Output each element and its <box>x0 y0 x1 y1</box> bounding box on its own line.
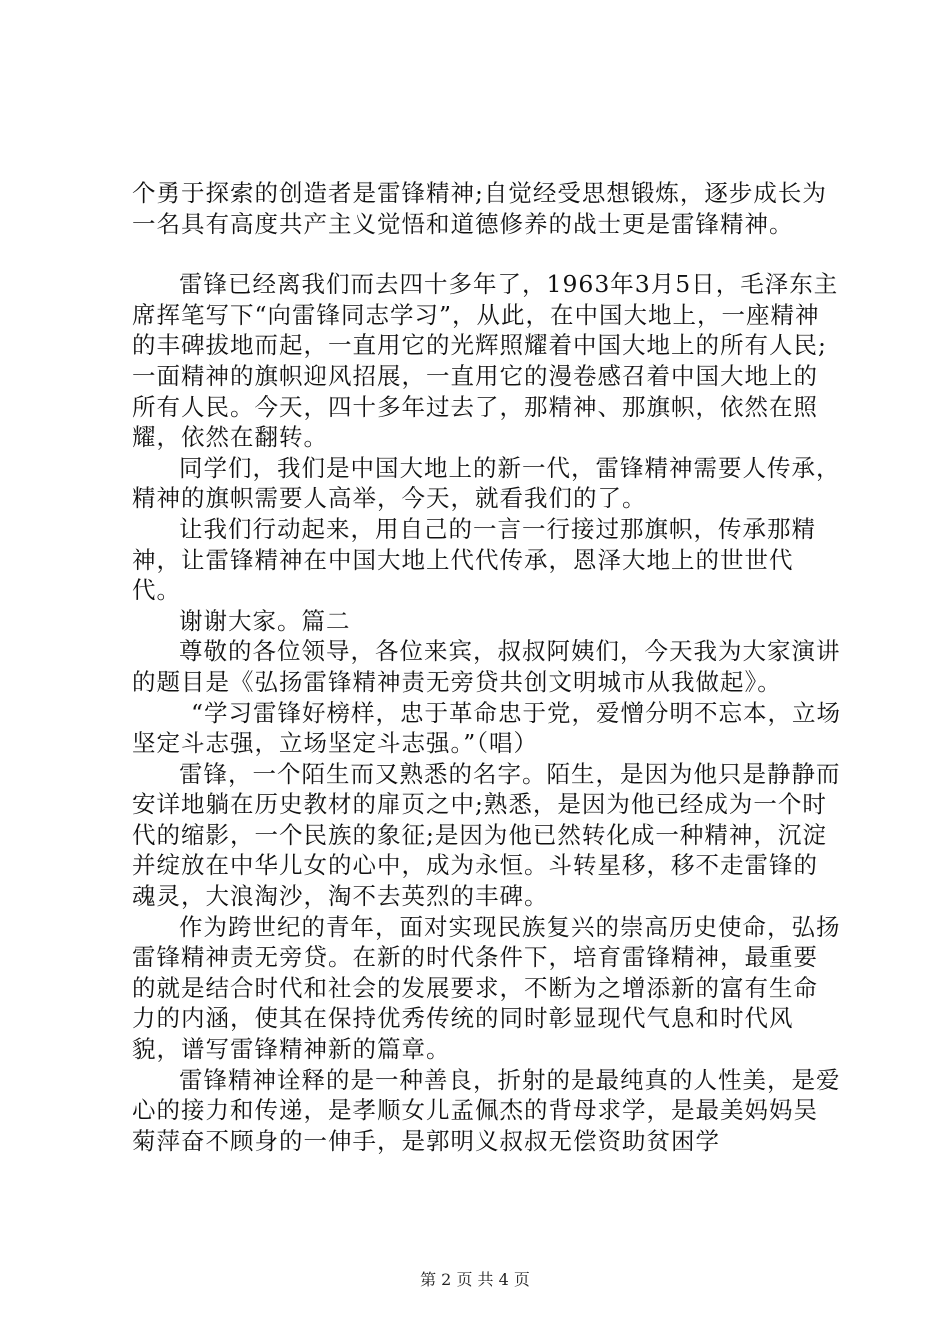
page-footer: 第 2 页 共 4 页 <box>420 1270 530 1289</box>
paragraph-7: “学习雷锋好榜样，忠于革命忠于党，爱憎分明不忘本，立场坚定斗志强，立场坚定斗志强。”（唱） <box>132 698 842 758</box>
paragraph-1: 个勇于探索的创造者是雷锋精神;自觉经受思想锻炼，逐步成长为一名具有高度共产主义觉悟和道德修养的战士更是雷锋精神。 <box>132 179 827 238</box>
paragraph-2: 雷锋已经离我们而去四十多年了，1963年3月5日，毛泽东主席挥笔写下“向雷锋同志学习”，从此，在中国大地上，一座精神的丰碑拔地而起，一直用它的光辉照耀着中国大地上的所有人民;一面精神的旗帜迎风招展，一直用它的漫卷感召着中国大地上的所有人民。今天，四十多年过去了，那精神、那旗帜，依然在照耀，依然在翻转。 <box>132 270 839 452</box>
paragraph-9: 作为跨世纪的青年，面对实现民族复兴的崇高历史使命，弘扬雷锋精神责无旁贷。在新的时代条件下，培育雷锋精神，最重要的就是结合时代和社会的发展要求，不断为之增添新的富有生命力的内涵，使其在保持优秀传统的同时彰显现代气息和时代风貌，谱写雷锋精神新的篇章。 <box>132 912 841 1064</box>
paragraph-6: 尊敬的各位领导，各位来宾，叔叔阿姨们，今天我为大家演讲的题目是《弘扬雷锋精神责无旁贷共创文明城市从我做起》。 <box>132 637 841 696</box>
paragraph-4: 让我们行动起来，用自己的一言一行接过那旗帜，传承那精神，让雷锋精神在中国大地上代代传承，恩泽大地上的世世代代。 <box>132 514 816 605</box>
paragraph-10: 雷锋精神诠释的是一种善良，折射的是最纯真的人性美，是爱心的接力和传递，是孝顺女儿孟佩杰的背母求学，是最美妈妈吴菊萍奋不顾身的一伸手，是郭明义叔叔无偿资助贫困学 <box>132 1065 841 1155</box>
document-body <box>132 178 842 1156</box>
paragraph-3: 同学们，我们是中国大地上的新一代，雷锋精神需要人传承，精神的旗帜需要人高举，今天，就看我们的了。 <box>132 453 841 513</box>
paragraph-5: 谢谢大家。篇二 <box>179 606 351 635</box>
paragraph-8: 雷锋，一个陌生而又熟悉的名字。陌生，是因为他只是静静而安详地躺在历史教材的扉页之中;熟悉，是因为他已经成为一个时代的缩影，一个民族的象征;是因为他已然转化成一种精神，沉淀并绽放在中华儿女的心中，成为永恒。斗转星移，移不走雷锋的魂灵，大浪淘沙，淘不去英烈的丰碑。 <box>132 759 841 911</box>
